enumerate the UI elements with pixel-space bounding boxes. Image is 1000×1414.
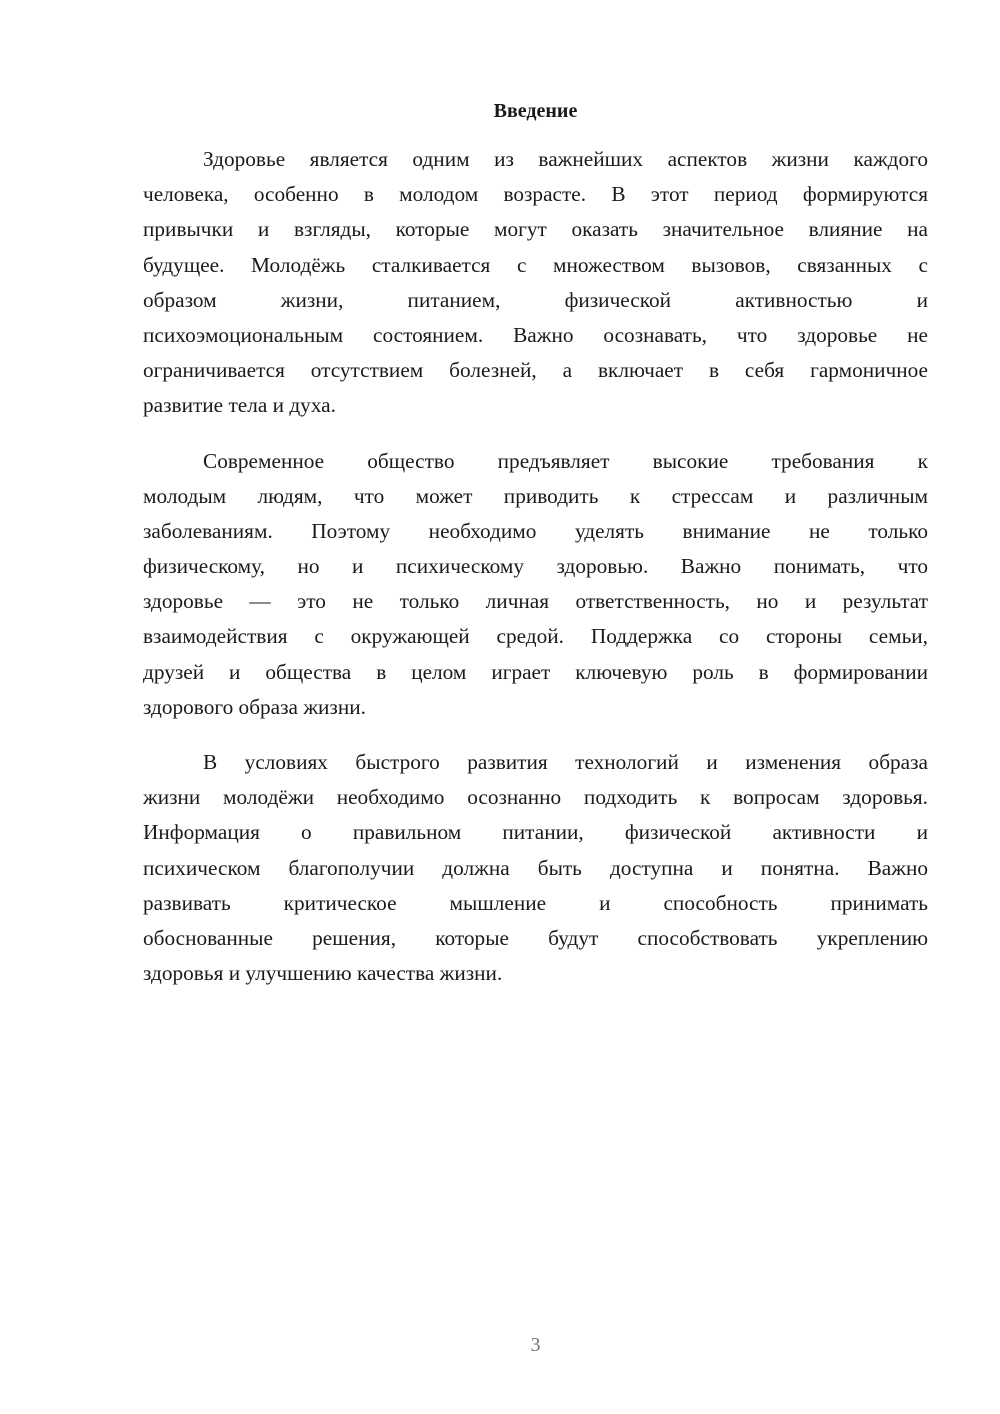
text-line: человека, особенно в молодом возрасте. В этот период формируются [143,182,928,207]
text-line: взаимодействия с окружающей средой. Поддержка со стороны семьи, [143,624,928,649]
text-line: Современное общество предъявляет высокие требования к [203,448,928,473]
text-line: физическому, но и психическому здоровью. Важно понимать, что [143,554,928,579]
text-line: молодым людям, что может приводить к стрессам и различным [143,483,928,508]
paragraph [143,142,928,424]
page-body [143,96,928,1011]
page-number: 3 [530,1334,541,1356]
text-line: образом жизни, питанием, физической активностью и [143,287,928,312]
text-line: психоэмоциональным состоянием. Важно осознавать, что здоровье не [143,322,928,347]
text-line: Информация о правильном питании, физической активности и [143,820,928,845]
text-line: будущее. Молодёжь сталкивается с множеством вызовов, связанных с [143,252,928,277]
text-line: обоснованные решения, которые будут способствовать укреплению [143,925,928,950]
paragraph [143,745,928,991]
paragraph [143,444,928,726]
text-line: В условиях быстрого развития технологий и изменения образа [203,750,928,774]
text-line: развивать критическое мышление и способность принимать [143,890,928,915]
text-line: здоровье — это не только личная ответственность, но и результат [143,589,928,614]
text-line: заболеваниям. Поэтому необходимо уделять внимание не только [143,518,928,543]
paragraphs [143,142,928,991]
text-line: привычки и взгляды, которые могут оказать значительное влияние на [143,217,928,242]
text-line: здорового образа жизни. [143,694,366,719]
text-line: развитие тела и духа. [143,393,336,418]
section-title: Введение [493,100,578,122]
text-line: друзей и общества в целом играет ключевую роль в формировании [143,659,928,684]
text-line: ограничивается отсутствием болезней, а включает в себя гармоничное [143,358,928,383]
text-line: психическом благополучии должна быть доступна и понятна. Важно [143,855,928,880]
text-line: здоровья и улучшению качества жизни. [143,961,503,986]
text-line: жизни молодёжи необходимо осознанно подходить к вопросам здоровья. [143,785,928,810]
text-line: Здоровье является одним из важнейших аспектов жизни каждого [203,147,928,171]
